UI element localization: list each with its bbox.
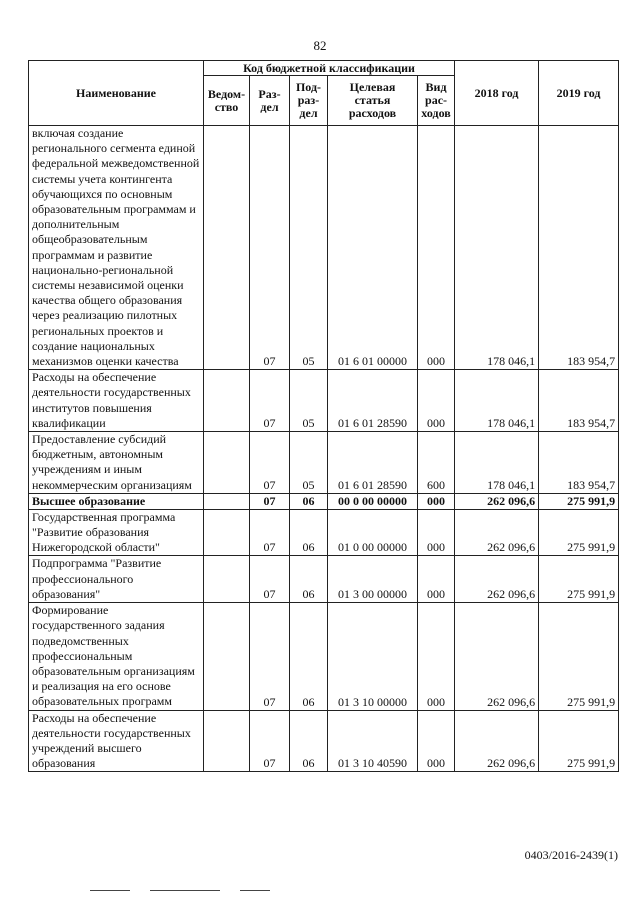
row-razdel: 07 [250,509,290,556]
table-row [29,493,619,509]
row-name: Формирование государственного задания подведомственных профессиональным образовательным организациям и реализация на его основе образовательных программ [29,603,204,710]
row-ved [204,370,250,432]
row-vid: 000 [418,556,455,603]
row-vid: 000 [418,509,455,556]
row-razdel: 07 [250,432,290,494]
row-name: Высшее образование [29,493,204,509]
row-2018: 262 096,6 [455,509,539,556]
row-podrazdel: 05 [290,432,328,494]
table-row [29,509,619,556]
row-2019: 275 991,9 [539,603,619,710]
row-razdel: 07 [250,126,290,370]
row-vid: 000 [418,603,455,710]
table-row [29,603,619,710]
row-ved [204,432,250,494]
row-2018: 262 096,6 [455,556,539,603]
header-csr: Целевая статья расходов [328,76,418,126]
row-razdel: 07 [250,710,290,772]
table-row [29,710,619,772]
budget-table [28,60,619,772]
row-2019: 183 954,7 [539,126,619,370]
row-ved [204,710,250,772]
row-name: Расходы на обеспечение деятельности государственных учреждений высшего образования [29,710,204,772]
row-2018: 262 096,6 [455,493,539,509]
row-podrazdel: 06 [290,556,328,603]
row-razdel: 07 [250,493,290,509]
row-razdel: 07 [250,603,290,710]
row-ved [204,556,250,603]
row-csr: 01 6 01 28590 [328,370,418,432]
row-ved [204,603,250,710]
row-csr: 01 3 10 00000 [328,603,418,710]
document-code: 0403/2016-2439(1) [524,848,618,862]
row-2019: 275 991,9 [539,493,619,509]
row-podrazdel: 06 [290,509,328,556]
row-csr: 01 6 01 28590 [328,432,418,494]
row-2019: 275 991,9 [539,509,619,556]
row-2018: 178 046,1 [455,126,539,370]
row-podrazdel: 06 [290,710,328,772]
header-name: Наименование [29,61,204,126]
table-row [29,432,619,494]
header-vid: Вид рас-ходов [418,76,455,126]
row-vid: 000 [418,710,455,772]
row-razdel: 07 [250,370,290,432]
row-vid: 600 [418,432,455,494]
row-csr: 01 0 00 00000 [328,509,418,556]
row-name: Государственная программа "Развитие образования Нижегородской области" [29,509,204,556]
row-csr: 00 0 00 00000 [328,493,418,509]
footer-scan-marks [90,890,280,896]
row-2019: 183 954,7 [539,370,619,432]
header-code-group: Код бюджетной классификации [204,61,455,76]
row-podrazdel: 06 [290,603,328,710]
row-2018: 178 046,1 [455,370,539,432]
row-podrazdel: 05 [290,370,328,432]
row-2018: 178 046,1 [455,432,539,494]
header-razdel: Раз-дел [250,76,290,126]
row-name: Предоставление субсидий бюджетным, автономным учреждениям и иным некоммерческим организациям [29,432,204,494]
header-podrazdel: Под-раз-дел [290,76,328,126]
row-ved [204,493,250,509]
row-podrazdel: 05 [290,126,328,370]
header-vedomstvo: Ведом-ство [204,76,250,126]
table-row [29,556,619,603]
row-name: Подпрограмма "Развитие профессионального образования" [29,556,204,603]
header-2019: 2019 год [539,61,619,126]
row-ved [204,126,250,370]
page-number: 82 [313,38,327,53]
row-razdel: 07 [250,556,290,603]
header-2018: 2018 год [455,61,539,126]
table-row [29,370,619,432]
row-vid: 000 [418,126,455,370]
row-podrazdel: 06 [290,493,328,509]
row-2019: 183 954,7 [539,432,619,494]
row-csr: 01 3 10 40590 [328,710,418,772]
row-name: включая создание регионального сегмента единой федеральной межведомственной системы учета контингента обучающихся по основным образовательным программам и дополнительным общеобразовательным программам и развитие национально-региональной системы независимой оценки качества общего образования через реализацию пилотных региональных проектов и создание национальных механизмов оценки качества [29,126,204,370]
row-csr: 01 6 01 00000 [328,126,418,370]
row-csr: 01 3 00 00000 [328,556,418,603]
row-2019: 275 991,9 [539,710,619,772]
row-2018: 262 096,6 [455,710,539,772]
row-2019: 275 991,9 [539,556,619,603]
table-row [29,126,619,370]
row-vid: 000 [418,370,455,432]
row-vid: 000 [418,493,455,509]
row-2018: 262 096,6 [455,603,539,710]
row-ved [204,509,250,556]
row-name: Расходы на обеспечение деятельности государственных институтов повышения квалификации [29,370,204,432]
